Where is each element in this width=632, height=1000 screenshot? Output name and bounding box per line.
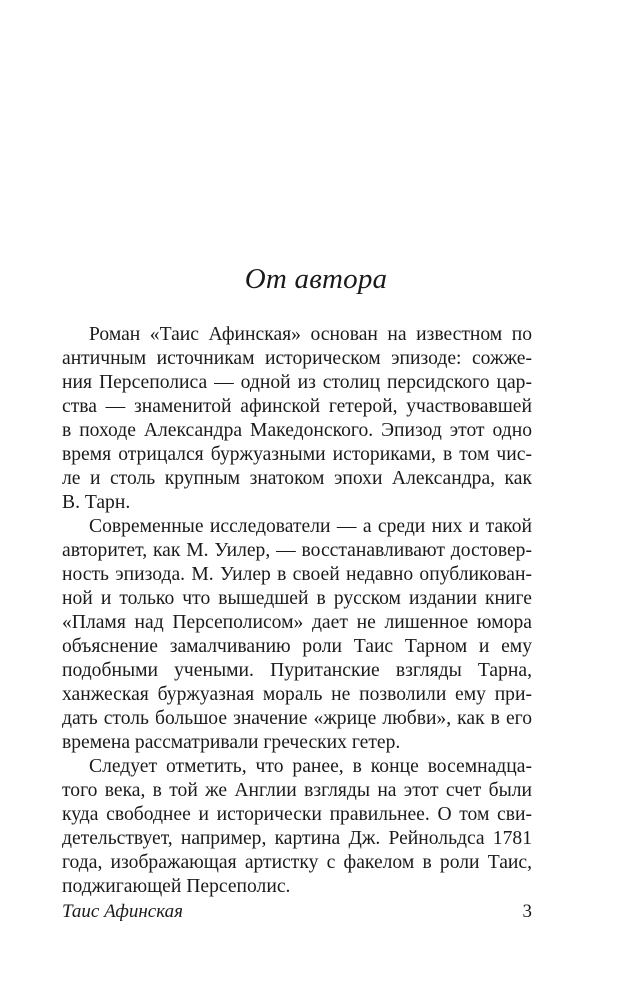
text-line: Роман «Таис Афинская» основан на известном по [89, 324, 532, 345]
text-line: античным источникам историческом эпизоде: сожже- [62, 348, 532, 369]
text-line: ния Персеполиса — одной из столиц персидского цар- [62, 372, 532, 393]
text-line: время отрицался буржуазными историками, в том чис- [62, 444, 532, 465]
running-footer-title: Таис Афинская [62, 901, 183, 922]
text-line: того века, в той же Англии взгляды на этот счет были [62, 780, 532, 801]
text-line: поджигающей Персеполис. [62, 876, 291, 897]
text-line: дать столь большое значение «жрице любви», как в его [62, 708, 532, 729]
page-number: 3 [522, 901, 532, 922]
chapter-heading: От автора [244, 263, 388, 295]
text-line: куда свободнее и исторически правильнее. О том сви- [62, 804, 532, 825]
text-line: ность эпизода. М. Уилер в своей недавно опубликован- [62, 564, 532, 585]
text-line: подобными учеными. Пуританские взгляды Тарна, [62, 660, 532, 681]
text-line: объяснение замалчиванию роли Таис Тарном и ему [62, 636, 532, 657]
text-line: Современные исследователи — а среди них и такой [89, 516, 532, 537]
text-line: в походе Александра Македонского. Эпизод этот одно [62, 420, 532, 441]
text-line: ханжеская буржуазная мораль не позволили ему при- [62, 684, 532, 705]
text-line: ства — знаменитой афинской гетерой, участвовавшей [62, 396, 532, 417]
text-line: ной и только что вышедшей в русском издании книге [62, 588, 532, 609]
text-line: авторитет, как М. Уилер, — восстанавливают достовер- [62, 540, 532, 561]
text-line: времена рассматривали греческих гетер. [62, 732, 401, 753]
text-line: детельствует, например, картина Дж. Рейнольдса 1781 [62, 828, 532, 849]
text-line: В. Тарн. [62, 492, 131, 513]
text-line: «Пламя над Персеполисом» дает не лишенное юмора [62, 612, 532, 633]
text-line: года, изображающая артистку с факелом в роли Таис, [62, 852, 532, 873]
text-line: Следует отметить, что ранее, в конце восемнадца- [89, 756, 532, 777]
text-line: ле и столь крупным знатоком эпохи Александра, как [62, 468, 532, 489]
